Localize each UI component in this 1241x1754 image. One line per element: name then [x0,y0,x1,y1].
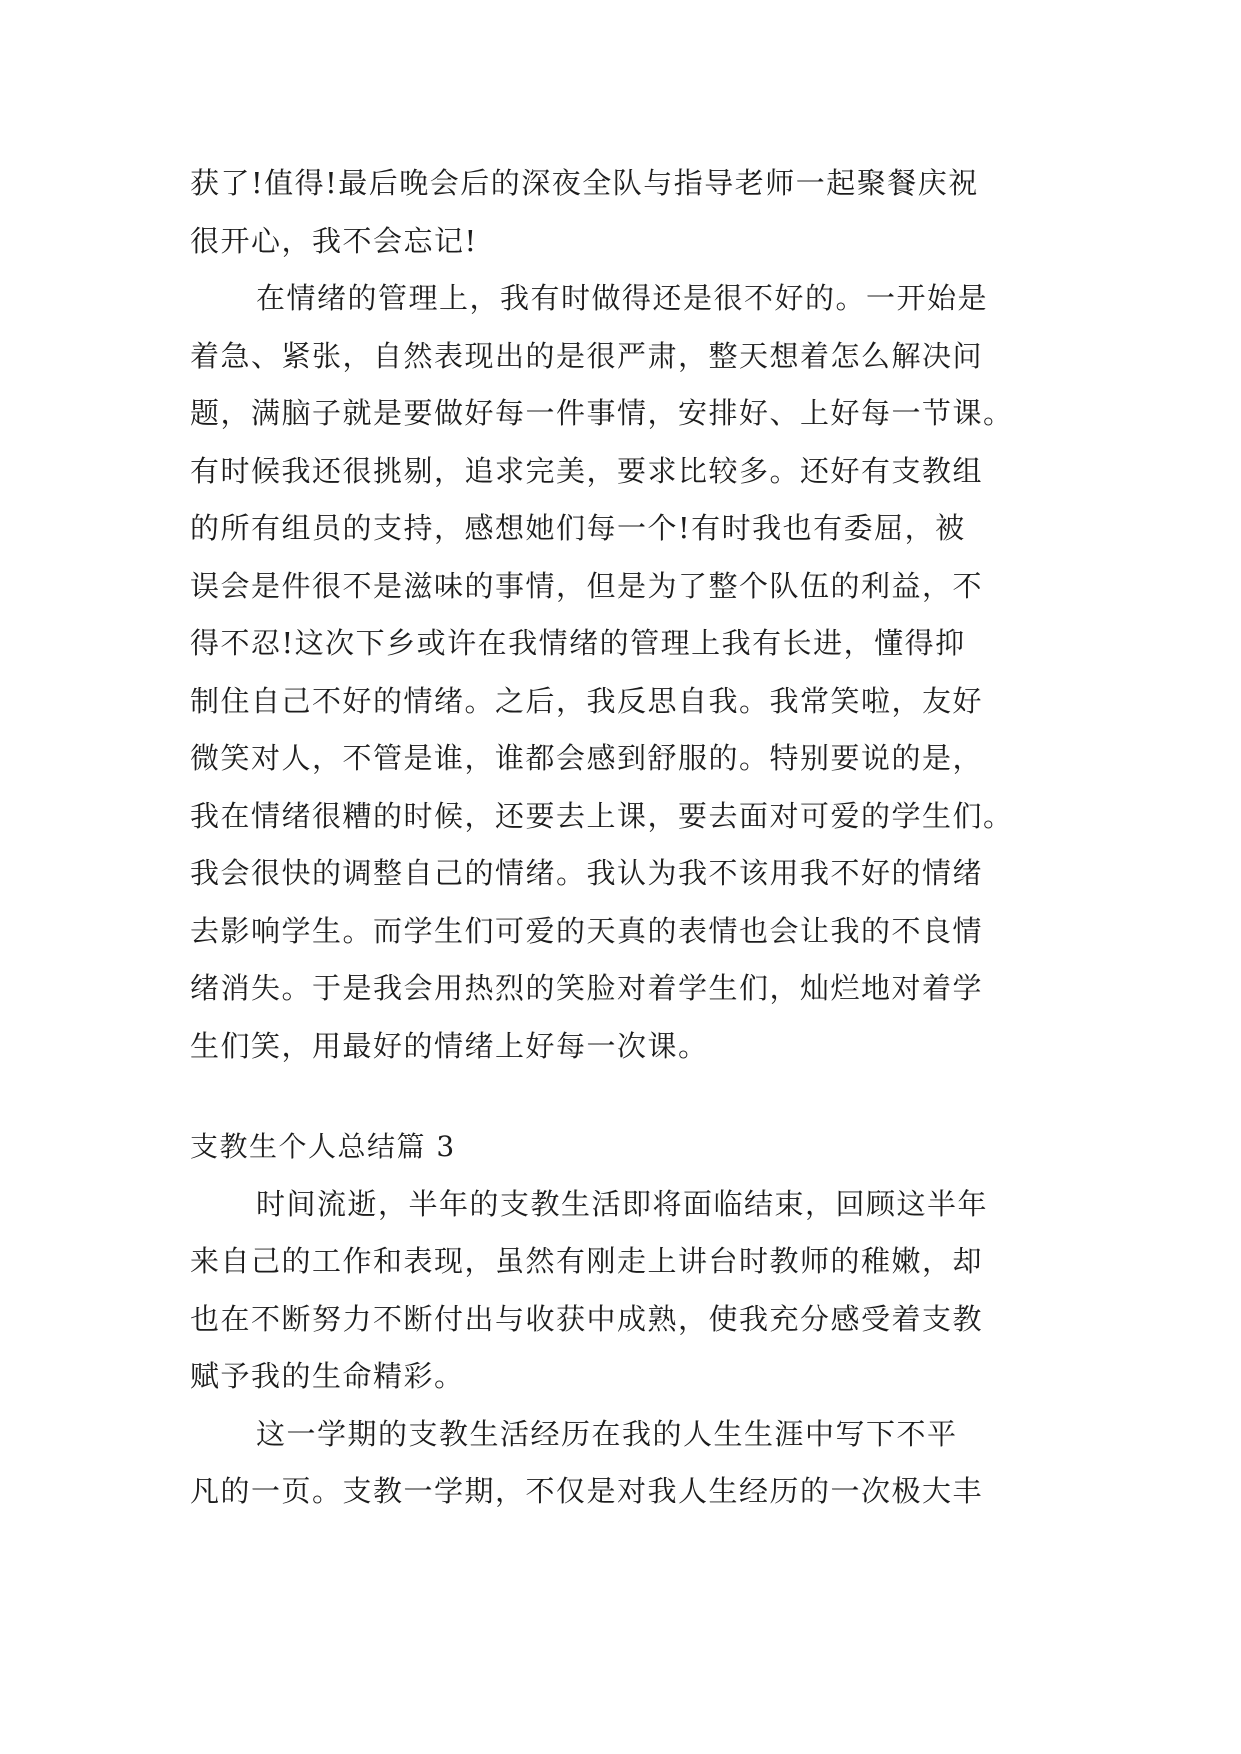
text-line: 在情绪的管理上，我有时做得还是很不好的。一开始是 [256,281,989,315]
text-line: 我会很快的调整自己的情绪。我认为我不该用我不好的情绪 [190,856,984,890]
text-line: 题，满脑子就是要做好每一件事情，安排好、上好每一节课。 [190,396,1014,430]
text-line: 这一学期的支教生活经历在我的人生生涯中写下不平 [256,1416,958,1451]
text-line: 赋予我的生命精彩。 [190,1359,465,1393]
text-line: 得不忍!这次下乡或许在我情绪的管理上我有长进，懂得抑 [190,626,966,660]
text-line: 也在不断努力不断付出与收获中成熟，使我充分感受着支教 [190,1301,984,1336]
text-line: 生们笑，用最好的情绪上好每一次课。 [190,1028,709,1063]
text-line: 来自己的工作和表现，虽然有刚走上讲台时教师的稚嫩，却 [190,1244,984,1278]
section-heading: 支教生个人总结篇 3 [190,1130,456,1163]
text-line: 制住自己不好的情绪。之后，我反思自我。我常笑啦，友好 [190,683,984,718]
text-line: 绪消失。于是我会用热烈的笑脸对着学生们，灿烂地对着学 [190,971,984,1005]
document-body [190,155,1060,1521]
text-line: 我在情绪很糟的时候，还要去上课，要去面对可爱的学生们。 [190,798,1014,833]
text-line: 去影响学生。而学生们可爱的天真的表情也会让我的不良情 [190,913,984,948]
text-line: 微笑对人，不管是谁，谁都会感到舒服的。特别要说的是， [190,741,984,775]
text-line: 有时候我还很挑剔，追求完美，要求比较多。还好有支教组 [190,453,984,488]
paragraph-emotion-management [190,270,1060,1075]
paragraph-continuation [190,155,1060,270]
text-line: 的所有组员的支持，感想她们每一个!有时我也有委屈，被 [190,511,966,545]
text-line: 着急、紧张，自然表现出的是很严肃，整天想着怎么解决问 [190,338,984,373]
text-line: 凡的一页。支教一学期，不仅是对我人生经历的一次极大丰 [190,1474,984,1508]
text-line: 时间流逝，半年的支教生活即将面临结束，回顾这半年 [256,1186,989,1221]
text-line: 很开心，我不会忘记! [190,223,478,258]
text-line: 获了!值得!最后晚会后的深夜全队与指导老师一起聚餐庆祝 [190,166,979,200]
paragraph-semester-experience [190,1406,1060,1521]
text-line: 误会是件很不是滋味的事情，但是为了整个队伍的利益，不 [190,568,984,603]
paragraph-time-passing [190,1176,1060,1406]
